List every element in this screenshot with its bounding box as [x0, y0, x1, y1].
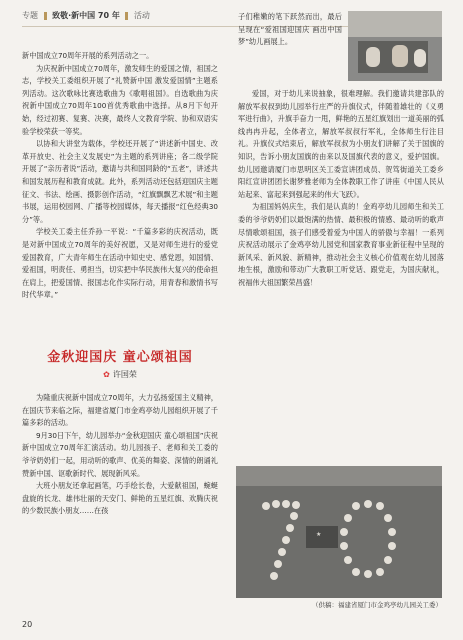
paragraph: 为祖国妈妈庆生，我们是认真的！金鸡亭幼儿园师生和关工委的爷爷奶奶们以最饱满的热情、最积极的情感、最动听的歌声尽情歌颂祖国，孩子们感受着爱为中国人的骄傲与幸福！一系列庆祝活动展示了金鸡亭幼儿园党和国家教育事业新征程中呈现的新风采、新风貌、新精神，推动社会主义核心价值观在幼儿园落地生根，激励和带动广大教职工听党话、跟党走，为国庆献礼，祝福伟大祖国繁荣昌盛！ — [238, 202, 444, 287]
header-divider — [44, 12, 47, 20]
paragraph: 9月30日下午，幼儿园举办“金秋迎国庆 童心颂祖国”庆祝新中国成立70周年汇演活动。幼儿园孩子、老师和关工委的爷爷奶奶们一起，用动听的歌声、优美的舞姿、深情的朗诵礼赞新中国、讴歌新时代、展现新风采。 — [22, 430, 218, 478]
right-column — [238, 88, 444, 290]
left-column-article — [22, 392, 218, 518]
children-70-formation-photo — [236, 466, 442, 598]
paragraph: 子们稚嫩的笔下跃然而出，最后呈现在“爱祖国迎国庆 画出中国梦”幼儿画展上。 — [238, 12, 342, 47]
flower-icon: ✿ — [103, 370, 110, 379]
article-author — [22, 369, 218, 380]
svg-text:★: ★ — [316, 531, 322, 538]
paragraph: 爱国，对于幼儿来说抽象，很难理解。我们邀请共建部队的解放军叔叔到幼儿园举行庄严的升旗仪式，伴随着雄壮的《义勇军进行曲》，升旗手奋力一甩，鲜艳的五星红旗划出一道美丽的弧线冉冉升起，全体者立，解放军叔叔行军礼，全体师生行注目礼。升旗仪式结束后，解放军叔叔为小朋友们讲解了关于国旗的知识，告诉小朋友国旗的由来以及国旗代表的意义，爱护国旗。幼儿园邀请厦门市思明区关工委宣讲团成员、贺笃街道关工委乡阳红宣讲团团长谢梦雅老师为全体教职工作了讲座《中国人民从站起来、富起来到强起来的伟大飞跃》。 — [238, 89, 444, 199]
photo-illustration — [236, 466, 442, 598]
left-column — [22, 50, 218, 302]
header-divider — [125, 12, 128, 20]
paragraph: 新中国成立70周年开展的系列活动之一。 — [22, 51, 154, 60]
article-heading — [22, 346, 218, 392]
paragraph: 为庆祝新中国成立70周年，激发师生的爱国之情，祖国之志，学校关工委组织开展了“礼赞新中国 激发爱国情”主题系列活动。这次歌咏比赛选歌曲为《歌唱祖国》。自选歌曲为庆祝新中国成立70周年100首优秀歌曲中选择。从8月下旬开始，经过初赛、复赛、决赛，最终人文教育学院、协和双语实验学校荣获一等奖。 — [22, 63, 218, 136]
page-number: 20 — [22, 620, 33, 629]
topic-label: 活动 — [133, 11, 150, 20]
photo-caption: （供稿：福建省厦门市金鸡亭幼儿园关工委） — [312, 601, 442, 609]
author-name: 许国荣 — [112, 370, 137, 379]
right-column-top — [238, 11, 342, 49]
paragraph: 以协和大讲堂为载体，学校还开展了“讲述新中国史、改革开放史、社会主义发展史”为主题的系列讲座；各二级学院开展了“亲历者说”活动，邀请与共和国同龄的“五老”，讲述共和国发展历程和教育成就。此外，系列活动还包括迎国庆主题征文、书法、绘画、摄影创作活动，“红旗飘飘艺术展”和主题书展，运用校园网、广播等校园媒体，每天播报“红色经典30分”等。 — [22, 139, 218, 224]
article-title: 金秋迎国庆 童心颂祖国 — [47, 350, 193, 365]
series-label: 致敬·新中国 70 年 — [52, 11, 120, 20]
paragraph: 大班小朋友还拿起画笔，巧手绘长卷，大爱献祖国，蜿蜒盘旋的长龙、雄伟壮丽的天安门、鲜艳的五星红旗、欢腾庆祝的少数民族小朋友……在孩 — [22, 481, 218, 516]
paragraph: 为隆重庆祝新中国成立70周年，大力弘扬爱国主义精神，在国庆节来临之际，福建省厦门市金鸡亭幼儿园组织开展了千篇多彩的活动。 — [22, 393, 218, 428]
section-label: 专题 — [22, 11, 38, 20]
children-painting-photo — [348, 11, 442, 81]
paragraph: 学校关工委主任乔孙一平说：“千篇多彩的庆祝活动，既是对新中国成立70周年的美好祝愿，又是对师生进行的爱党爱国教育，广大青年师生在活动中知史史、感党恩，知国情、爱祖国，明责任、勇担当，切实把中华民族伟大复兴的使命担在肩上，把爱国情、报国志化作实际行动，用青春和激情书写时代华章。” — [22, 227, 218, 300]
